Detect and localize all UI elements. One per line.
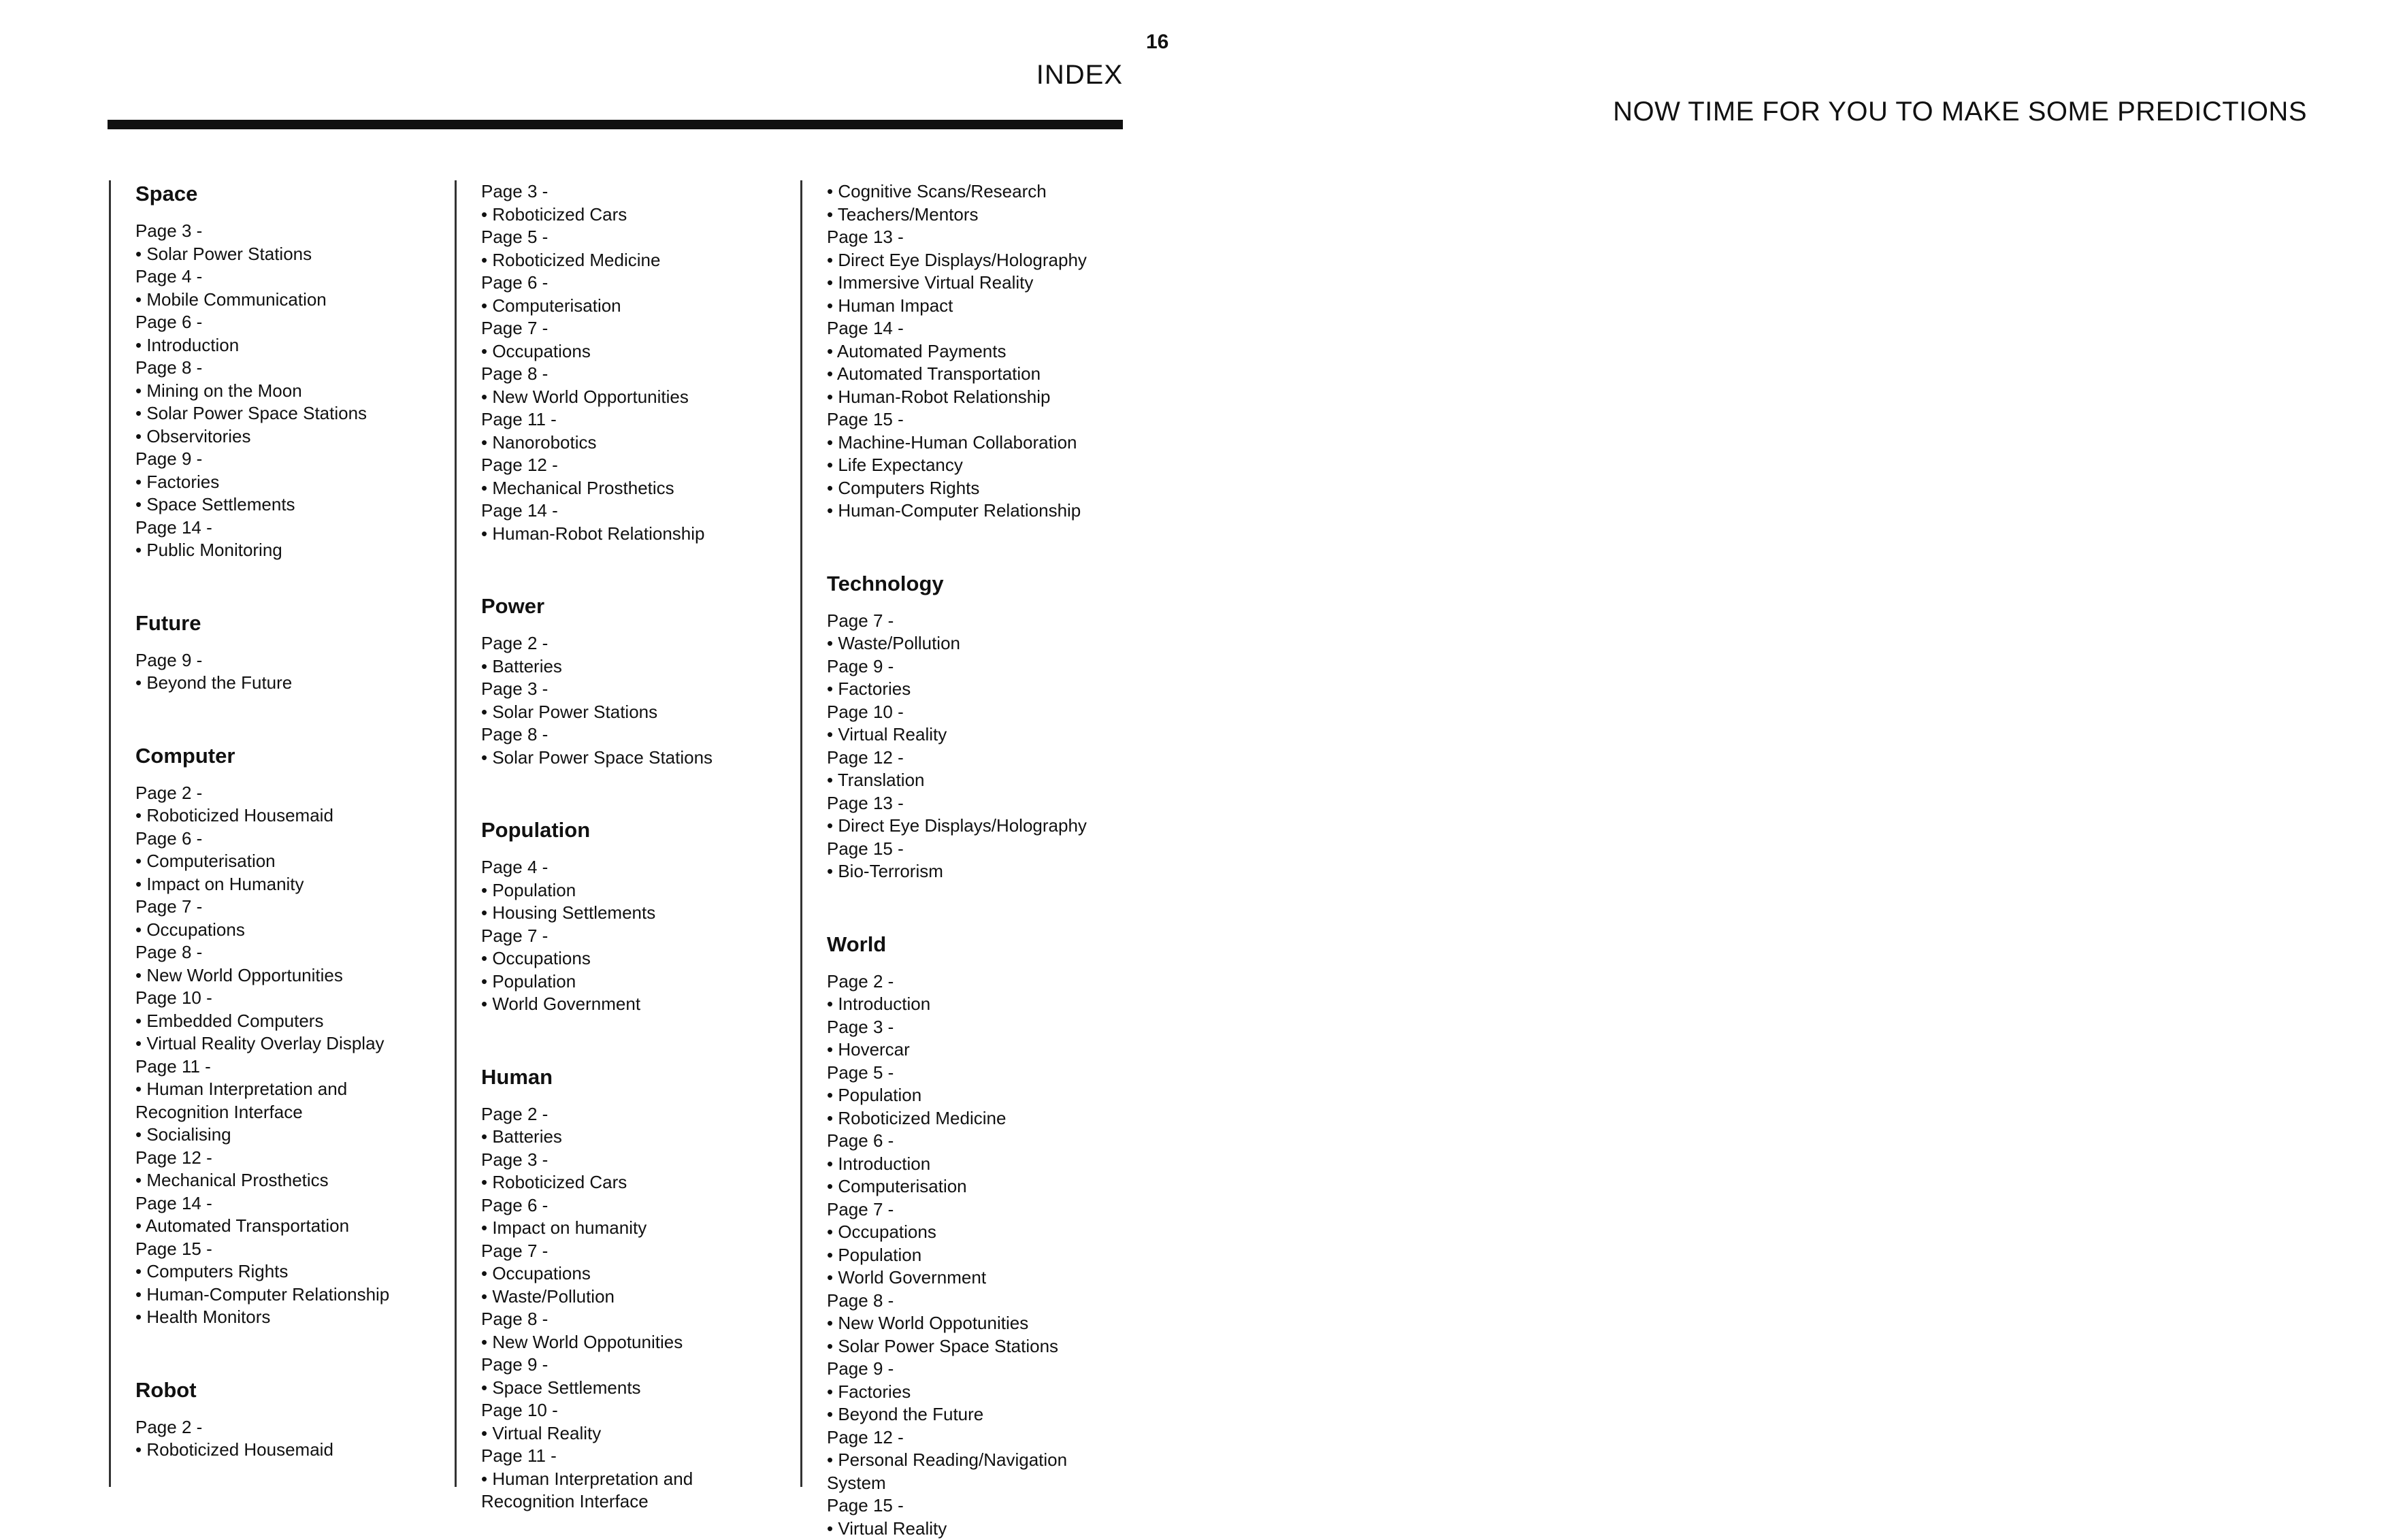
topic-entry: • Computerisation bbox=[135, 850, 453, 873]
section-title: Space bbox=[135, 180, 453, 208]
page-reference: Page 8 - bbox=[135, 941, 453, 964]
topic-entry: • Human-Robot Relationship bbox=[827, 386, 1154, 409]
page-number: 16 bbox=[1146, 29, 1168, 56]
page-reference: Page 14 - bbox=[135, 517, 453, 540]
entry-list bbox=[135, 649, 453, 695]
page-reference: Page 11 - bbox=[481, 1445, 798, 1468]
section-gap bbox=[827, 883, 1154, 931]
topic-entry: • Observitories bbox=[135, 425, 453, 448]
topic-entry: • Population bbox=[481, 970, 798, 994]
page-reference: Page 2 - bbox=[481, 632, 798, 655]
page-reference: Page 5 - bbox=[827, 1062, 1154, 1085]
topic-entry: • Life Expectancy bbox=[827, 454, 1154, 477]
topic-entry: • Immersive Virtual Reality bbox=[827, 272, 1154, 295]
page-reference: Page 9 - bbox=[827, 655, 1154, 678]
topic-entry: • Mobile Communication bbox=[135, 289, 453, 312]
topic-entry: • Human Interpretation and bbox=[135, 1078, 453, 1101]
index-section bbox=[135, 742, 453, 1329]
topic-entry: • Computers Rights bbox=[827, 477, 1154, 500]
page-reference: Page 4 - bbox=[135, 265, 453, 289]
section-gap bbox=[827, 523, 1154, 570]
topic-entry: • Solar Power Stations bbox=[135, 243, 453, 266]
topic-entry: • Occupations bbox=[135, 919, 453, 942]
topic-entry: • Population bbox=[827, 1084, 1154, 1107]
index-section bbox=[481, 593, 798, 769]
topic-entry: • Human-Computer Relationship bbox=[827, 499, 1154, 523]
topic-entry: • Direct Eye Displays/Holography bbox=[827, 815, 1154, 838]
topic-entry: • Virtual Reality bbox=[827, 1518, 1154, 1540]
entry-list bbox=[827, 180, 1154, 523]
page-reference: Page 7 - bbox=[481, 317, 798, 340]
page-reference: Page 8 - bbox=[481, 363, 798, 386]
page-reference: Page 14 - bbox=[827, 317, 1154, 340]
section-gap bbox=[481, 1016, 798, 1064]
topic-entry: • Health Monitors bbox=[135, 1306, 453, 1329]
page-reference: Page 2 - bbox=[135, 782, 453, 805]
page-reference: Page 8 - bbox=[481, 723, 798, 747]
page-reference: Page 6 - bbox=[481, 1194, 798, 1217]
section-gap bbox=[135, 562, 453, 610]
page-reference: Page 12 - bbox=[481, 454, 798, 477]
index-column-2 bbox=[455, 180, 798, 1487]
section-gap bbox=[481, 545, 798, 593]
topic-entry: • Space Settlements bbox=[135, 493, 453, 517]
page-reference: Page 10 - bbox=[135, 987, 453, 1010]
topic-entry: • Translation bbox=[827, 769, 1154, 792]
topic-entry: • Factories bbox=[827, 1381, 1154, 1404]
page-reference: Page 3 - bbox=[481, 1149, 798, 1172]
topic-entry: • Waste/Pollution bbox=[481, 1285, 798, 1309]
topic-entry: • Public Monitoring bbox=[135, 539, 453, 562]
section-title: Human bbox=[481, 1064, 798, 1091]
topic-entry: • Occupations bbox=[481, 947, 798, 970]
section-gap bbox=[135, 1329, 453, 1377]
entry-list bbox=[481, 180, 798, 545]
topic-entry: • Roboticized Medicine bbox=[481, 249, 798, 272]
page-reference: Page 3 - bbox=[481, 180, 798, 203]
page-reference: Page 15 - bbox=[827, 1494, 1154, 1518]
page-reference: Page 2 - bbox=[827, 970, 1154, 994]
topic-entry: • Computerisation bbox=[827, 1175, 1154, 1198]
page-reference: Page 5 - bbox=[481, 226, 798, 249]
topic-entry: • Mechanical Prosthetics bbox=[481, 477, 798, 500]
topic-entry: • Nanorobotics bbox=[481, 431, 798, 455]
topic-entry: • Human Impact bbox=[827, 295, 1154, 318]
page-reference: Page 8 - bbox=[135, 357, 453, 380]
topic-entry: • Embedded Computers bbox=[135, 1010, 453, 1033]
page-reference: Page 11 - bbox=[135, 1055, 453, 1079]
index-section bbox=[135, 180, 453, 562]
index-section bbox=[481, 180, 798, 545]
topic-entry: • Bio-Terrorism bbox=[827, 860, 1154, 883]
entry-list bbox=[135, 220, 453, 562]
index-section bbox=[827, 180, 1154, 523]
topic-entry: • Space Settlements bbox=[481, 1377, 798, 1400]
index-section bbox=[135, 610, 453, 695]
topic-entry: • Introduction bbox=[827, 993, 1154, 1016]
section-title: Robot bbox=[135, 1377, 453, 1404]
page-reference: Page 7 - bbox=[827, 1198, 1154, 1222]
topic-entry: • Virtual Reality Overlay Display bbox=[135, 1032, 453, 1055]
page-reference: Page 14 - bbox=[481, 499, 798, 523]
index-divider-rule bbox=[108, 120, 1123, 129]
topic-entry: • Factories bbox=[827, 678, 1154, 701]
topic-entry: • Human-Robot Relationship bbox=[481, 523, 798, 546]
page-reference: Page 9 - bbox=[135, 448, 453, 471]
page-reference: Page 8 - bbox=[481, 1308, 798, 1331]
topic-entry: • Mechanical Prosthetics bbox=[135, 1169, 453, 1192]
topic-entry: • Beyond the Future bbox=[827, 1403, 1154, 1426]
page-reference: Page 9 - bbox=[135, 649, 453, 672]
page-reference: Page 14 - bbox=[135, 1192, 453, 1215]
topic-entry: Recognition Interface bbox=[481, 1490, 798, 1513]
entry-list bbox=[481, 1103, 798, 1513]
index-section bbox=[827, 570, 1154, 883]
topic-entry: • Occupations bbox=[827, 1221, 1154, 1244]
page-reference: Page 12 - bbox=[135, 1147, 453, 1170]
page-reference: Page 9 - bbox=[481, 1354, 798, 1377]
page-reference: Page 4 - bbox=[481, 856, 798, 879]
index-section bbox=[135, 1377, 453, 1462]
section-title: Population bbox=[481, 817, 798, 844]
topic-entry: • Roboticized Housemaid bbox=[135, 1439, 453, 1462]
section-title: World bbox=[827, 931, 1154, 958]
topic-entry: • Batteries bbox=[481, 1126, 798, 1149]
topic-entry: • Occupations bbox=[481, 1262, 798, 1285]
topic-entry: • Automated Transportation bbox=[827, 363, 1154, 386]
predictions-title: NOW TIME FOR YOU TO MAKE SOME PREDICTIONS bbox=[1613, 94, 2307, 129]
topic-entry: • World Government bbox=[827, 1266, 1154, 1290]
page-reference: Page 2 - bbox=[481, 1103, 798, 1126]
topic-entry: • Population bbox=[827, 1244, 1154, 1267]
page-reference: Page 3 - bbox=[481, 678, 798, 701]
topic-entry: • Human Interpretation and bbox=[481, 1468, 798, 1491]
index-title: INDEX bbox=[1036, 57, 1123, 93]
topic-entry: • Roboticized Housemaid bbox=[135, 804, 453, 828]
page-reference: Page 10 - bbox=[827, 701, 1154, 724]
section-title: Technology bbox=[827, 570, 1154, 597]
entry-list bbox=[827, 610, 1154, 883]
section-title: Power bbox=[481, 593, 798, 620]
topic-entry: • New World Oppotunities bbox=[827, 1312, 1154, 1335]
topic-entry: • Hovercar bbox=[827, 1038, 1154, 1062]
topic-entry: • World Government bbox=[481, 993, 798, 1016]
page-reference: Page 7 - bbox=[481, 1240, 798, 1263]
topic-entry: • Occupations bbox=[481, 340, 798, 363]
page-reference: Page 6 - bbox=[827, 1130, 1154, 1153]
topic-entry: • Introduction bbox=[827, 1153, 1154, 1176]
topic-entry: • Housing Settlements bbox=[481, 902, 798, 925]
topic-entry: • Machine-Human Collaboration bbox=[827, 431, 1154, 455]
page-reference: Page 11 - bbox=[481, 408, 798, 431]
page-reference: Page 15 - bbox=[135, 1238, 453, 1261]
page-reference: Page 13 - bbox=[827, 226, 1154, 249]
topic-entry: • Introduction bbox=[135, 334, 453, 357]
topic-entry: Recognition Interface bbox=[135, 1101, 453, 1124]
topic-entry: • Socialising bbox=[135, 1124, 453, 1147]
page-reference: Page 10 - bbox=[481, 1399, 798, 1422]
topic-entry: • Automated Transportation bbox=[135, 1215, 453, 1238]
topic-entry: • Roboticized Cars bbox=[481, 1171, 798, 1194]
topic-entry: • Factories bbox=[135, 471, 453, 494]
page-reference: Page 12 - bbox=[827, 1426, 1154, 1449]
page-reference: Page 9 - bbox=[827, 1358, 1154, 1381]
page-reference: Page 7 - bbox=[135, 896, 453, 919]
topic-entry: • Human-Computer Relationship bbox=[135, 1283, 453, 1307]
topic-entry: • Cognitive Scans/Research bbox=[827, 180, 1154, 203]
page-reference: Page 12 - bbox=[827, 747, 1154, 770]
page-reference: Page 6 - bbox=[135, 311, 453, 334]
topic-entry: • New World Oppotunities bbox=[481, 1331, 798, 1354]
topic-entry: • Computerisation bbox=[481, 295, 798, 318]
topic-entry: • Mining on the Moon bbox=[135, 380, 453, 403]
topic-entry: • Personal Reading/Navigation bbox=[827, 1449, 1154, 1472]
index-column-1 bbox=[109, 180, 453, 1487]
topic-entry: • Roboticized Medicine bbox=[827, 1107, 1154, 1130]
entry-list bbox=[827, 970, 1154, 1540]
section-title: Computer bbox=[135, 742, 453, 770]
topic-entry: • Virtual Reality bbox=[827, 723, 1154, 747]
index-section bbox=[481, 1064, 798, 1513]
page-reference: Page 2 - bbox=[135, 1416, 453, 1439]
page-reference: Page 15 - bbox=[827, 408, 1154, 431]
topic-entry: • Batteries bbox=[481, 655, 798, 678]
entry-list bbox=[135, 1416, 453, 1462]
page-reference: Page 7 - bbox=[481, 925, 798, 948]
topic-entry: • Direct Eye Displays/Holography bbox=[827, 249, 1154, 272]
section-title: Future bbox=[135, 610, 453, 637]
topic-entry: • Solar Power Space Stations bbox=[135, 402, 453, 425]
topic-entry: • Teachers/Mentors bbox=[827, 203, 1154, 227]
topic-entry: System bbox=[827, 1472, 1154, 1495]
index-section bbox=[481, 817, 798, 1016]
page-reference: Page 6 - bbox=[481, 272, 798, 295]
topic-entry: • Roboticized Cars bbox=[481, 203, 798, 227]
page-reference: Page 15 - bbox=[827, 838, 1154, 861]
topic-entry: • Solar Power Space Stations bbox=[827, 1335, 1154, 1358]
index-column-3 bbox=[800, 180, 1154, 1487]
section-gap bbox=[481, 769, 798, 817]
page-reference: Page 3 - bbox=[135, 220, 453, 243]
section-gap bbox=[135, 695, 453, 742]
topic-entry: • New World Opportunities bbox=[481, 386, 798, 409]
page-reference: Page 8 - bbox=[827, 1290, 1154, 1313]
entry-list bbox=[481, 856, 798, 1016]
topic-entry: • Population bbox=[481, 879, 798, 902]
page-reference: Page 3 - bbox=[827, 1016, 1154, 1039]
topic-entry: • Impact on Humanity bbox=[135, 873, 453, 896]
entry-list bbox=[135, 782, 453, 1329]
topic-entry: • New World Opportunities bbox=[135, 964, 453, 987]
page-reference: Page 7 - bbox=[827, 610, 1154, 633]
topic-entry: • Impact on humanity bbox=[481, 1217, 798, 1240]
index-section bbox=[827, 931, 1154, 1540]
topic-entry: • Waste/Pollution bbox=[827, 632, 1154, 655]
topic-entry: • Virtual Reality bbox=[481, 1422, 798, 1445]
topic-entry: • Computers Rights bbox=[135, 1260, 453, 1283]
page-reference: Page 13 - bbox=[827, 792, 1154, 815]
topic-entry: • Solar Power Space Stations bbox=[481, 747, 798, 770]
page-reference: Page 6 - bbox=[135, 828, 453, 851]
topic-entry: • Automated Payments bbox=[827, 340, 1154, 363]
topic-entry: • Beyond the Future bbox=[135, 672, 453, 695]
entry-list bbox=[481, 632, 798, 769]
topic-entry: • Solar Power Stations bbox=[481, 701, 798, 724]
